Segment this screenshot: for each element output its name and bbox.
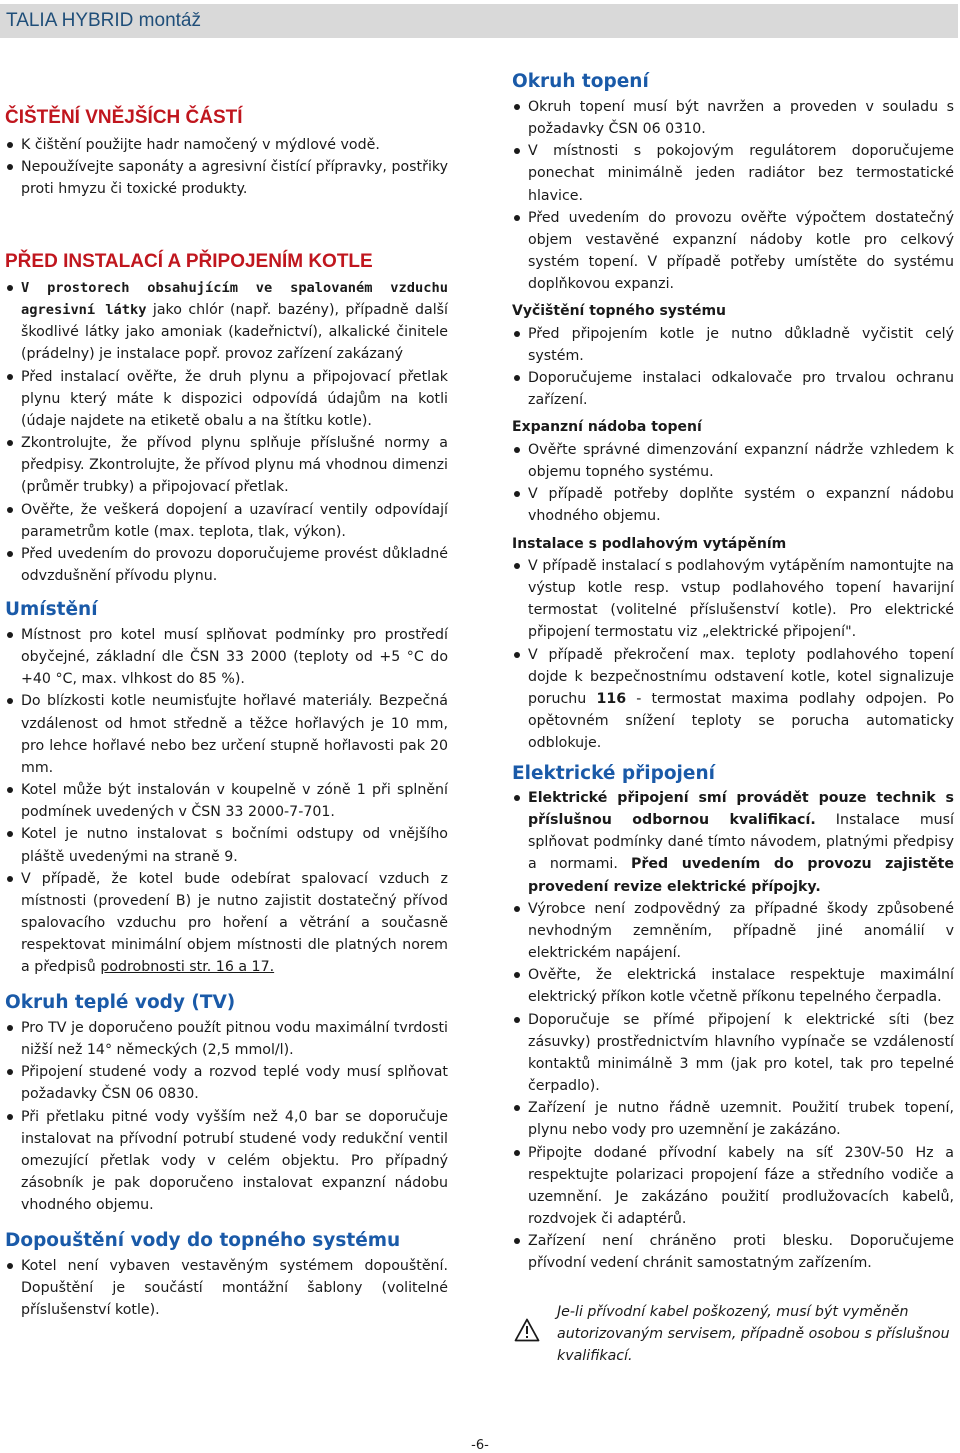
electrical-heading: Elektrické připojení [512, 763, 715, 784]
placement-list [5, 624, 448, 979]
list-item: Doporučuje se přímé připojení k elektrické síti (bez zásuvky) prostřednictvím hlavního vypínače se vzdáleností kontaktů minimálně 3 mm (jak pro kotel, tak pro tepelné čerpadlo). [512, 1009, 954, 1098]
list-item [512, 787, 954, 898]
system-cleaning-list [512, 323, 954, 412]
heating-circuit-list [512, 96, 954, 295]
list-item: Při přetlaku pitné vody vyšším než 4,0 bar se doporučuje instalovat na přívodní potrubí studené vody redukční ventil omezující přetlak vody v celém objektu. Pro případný zásobník je pak doporučeno instalovat expanzní nádobu vhodného objemu. [5, 1106, 448, 1217]
placement-heading: Umístění [5, 599, 98, 620]
list-item: V případě instalací s podlahovým vytápěním namontujte na výstup kotle resp. vstup podlahového topení havarijní termostat (volitelné příslušenství kotle). Pro elektrické připojení termostatu viz „elektrické připojení". [512, 555, 954, 644]
cleaning-heading: ČIŠTĚNÍ VNĚJŠÍCH ČÁSTÍ [5, 107, 243, 128]
hot-water-list [5, 1017, 448, 1216]
list-item: Místnost pro kotel musí splňovat podmínky pro prostředí obyčejné, základní dle ČSN 33 2000 (teploty od +5 °C do +40 °C, max. vlhkost do 85 %). [5, 624, 448, 690]
expansion-heading: Expanzní nádoba topení [512, 419, 702, 435]
floor-heating-list [512, 555, 954, 754]
electrical-qualified-bold: Elektrické připojení smí provádět pouze technik s příslušnou odbornou kvalifikací. [528, 790, 954, 829]
before-install-heading: PŘED INSTALACÍ A PŘIPOJENÍM KOTLE [5, 251, 373, 272]
list-item: Výrobce není zodpovědný za případné škody způsobené nevhodným zemněním, případně jiné anomálií v elektrickém napájení. [512, 898, 954, 964]
list-item: Připojení studené vody a rozvod teplé vody musí splňovat požadavky ČSN 06 0830. [5, 1061, 448, 1105]
floor-fault-text-b: - termostat maxima podlahy odpojen. Po opětovném snížení teploty se porucha automaticky odblokuje. [528, 690, 955, 752]
aggressive-substances-bold: V prostorech obsahujícím ve spalovaném vzduchu agresivní látky [21, 280, 448, 319]
heating-circuit-heading: Okruh topení [512, 71, 649, 92]
hot-water-heading: Okruh teplé vody (TV) [5, 992, 236, 1013]
warning-triangle-icon [514, 1318, 540, 1342]
list-item [512, 644, 954, 755]
list-item: Zařízení je nutno řádně uzemnit. Použití trubek topení, plynu nebo vody pro uzemnění je zakázáno. [512, 1097, 954, 1141]
electrical-list [512, 787, 954, 1274]
system-cleaning-heading: Vyčištění topného systému [512, 303, 727, 319]
list-item: K čištění použijte hadr namočený v mýdlové vodě. [5, 134, 448, 156]
page-number: -6- [471, 1438, 489, 1453]
fault-code: 116 [596, 690, 627, 707]
list-item [5, 868, 448, 979]
list-item: Ověřte, že elektrická instalace respektuje maximální elektrický příkon kotle včetně příkonu tepelného čerpadla. [512, 964, 954, 1008]
list-item: Před instalací ověřte, že druh plynu a připojovací přetlak plynu který máte k dispozici odpovídá údajům na kotli (údaje najdete na etiketě obalu a na štítku kotle). [5, 366, 448, 432]
placement-details-link[interactable]: podrobnosti str. 16 a 17. [100, 959, 275, 976]
list-item: Pro TV je doporučeno použít pitnou vodu maximální tvrdosti nižší než 14° německých (2,5 mmol/l). [5, 1017, 448, 1061]
list-item: Před připojením kotle je nutno důkladně vyčistit celý systém. [512, 323, 954, 367]
list-item: Kotel může být instalován v koupelně v zóně 1 při splnění podmínek uvedených v ČSN 33 2000-7-701. [5, 779, 448, 823]
electrical-inspection-bold: Před uvedením do provozu zajistěte provedení revize elektrické přípojky. [528, 856, 954, 895]
list-item: Kotel je nutno instalovat s bočními odstupy od vnějšího pláště uvedenými na straně 9. [5, 823, 448, 867]
list-item: Před uvedením do provozu ověřte výpočtem dostatečný objem vestavěné expanzní nádoby kotle pro celkový systém topení. V případě potřeby umístěte do systému doplňkovou expanzi. [512, 207, 954, 296]
list-item: Doporučujeme instalaci odkalovače pro trvalou ochranu zařízení. [512, 367, 954, 411]
list-item: Před uvedením do provozu doporučujeme provést důkladné odvzdušnění přívodu plynu. [5, 543, 448, 587]
list-item: Zařízení není chráněno proti blesku. Doporučujeme přívodní vedení chránit samostatným zařízením. [512, 1230, 954, 1274]
list-item: Kotel není vybaven vestavěným systémem dopouštění. Dopuštění je součástí montážní šablony (volitelné příslušenství kotle). [5, 1255, 448, 1321]
list-item: Připojte dodané přívodní kabely na síť 230V-50 Hz a respektujte polarizaci propojení fáze a středního vodiče a uzemnění. Je zakázáno použití prodlužovacích kabelů, rozdvojek či adaptérů. [512, 1142, 954, 1231]
page-header [0, 4, 958, 38]
floor-heating-heading: Instalace s podlahovým vytápěním [512, 536, 787, 552]
list-item: V případě potřeby doplňte systém o expanzní nádobu vhodného objemu. [512, 483, 954, 527]
before-install-list [5, 277, 448, 587]
cleaning-list [5, 134, 448, 200]
warning-text: Je-li přívodní kabel poškozený, musí být vyměněn autorizovaným servisem, případně osobou s příslušnou kvalifikací. [557, 1304, 950, 1365]
list-item: Nepoužívejte saponáty a agresivní čistící přípravky, postřiky proti hmyzu či toxické produkty. [5, 156, 448, 200]
expansion-list [512, 439, 954, 528]
aggressive-substances-text: jako chlór (např. bazény), případně další škodlivé látky jako amoniak (kadeřnictví), alkalické činitele (prádelny) je instalace popř. provoz zařízení zakázaný [21, 302, 448, 363]
list-item: Ověřte, že veškerá dopojení a uzavírací ventily odpovídají parametrům kotle (max. teplota, tlak, výkon). [5, 499, 448, 543]
list-item [5, 277, 448, 366]
list-item: Zkontrolujte, že přívod plynu splňuje příslušné normy a předpisy. Zkontrolujte, že přívod plynu má vhodnou dimenzi (průměr trubky) a připojovací přetlak. [5, 432, 448, 498]
list-item: V místnosti s pokojovým regulátorem doporučujeme ponechat minimálně jeden radiátor bez termostatické hlavice. [512, 140, 954, 206]
list-item: Ověřte správné dimenzování expanzní nádrže vzhledem k objemu topného systému. [512, 439, 954, 483]
header-title: TALIA HYBRID montáž [6, 10, 201, 31]
refill-list [5, 1255, 448, 1321]
electrical-conditions-text: Instalace musí splňovat podmínky dané tímto návodem, platnými předpisy a normami. [528, 812, 954, 873]
refill-heading: Dopouštění vody do topného systému [5, 1230, 401, 1251]
placement-last-text: V případě, že kotel bude odebírat spalovací vzduch z místnosti (provedení B) je nutno zajistit dostatečný přívod spalovacího vzduchu pro hoření a větrání a současně respektovat minimální objem místnosti dle platných norem a předpisů [21, 870, 448, 976]
list-item: Do blízkosti kotle neumisťujte hořlavé materiály. Bezpečná vzdálenost od hmot středně a těžce hořlavých je 10 mm, pro lehce hořlavé nebo bez určení stupně hořlavosti pak 20 mm. [5, 690, 448, 779]
list-item: Okruh topení musí být navržen a proveden v souladu s požadavky ČSN 06 0310. [512, 96, 954, 140]
floor-fault-text-a: V případě překročení max. teploty podlahového topení dojde k bezpečnostnímu odstavení kotle, kotel signalizuje poruchu [528, 646, 954, 707]
